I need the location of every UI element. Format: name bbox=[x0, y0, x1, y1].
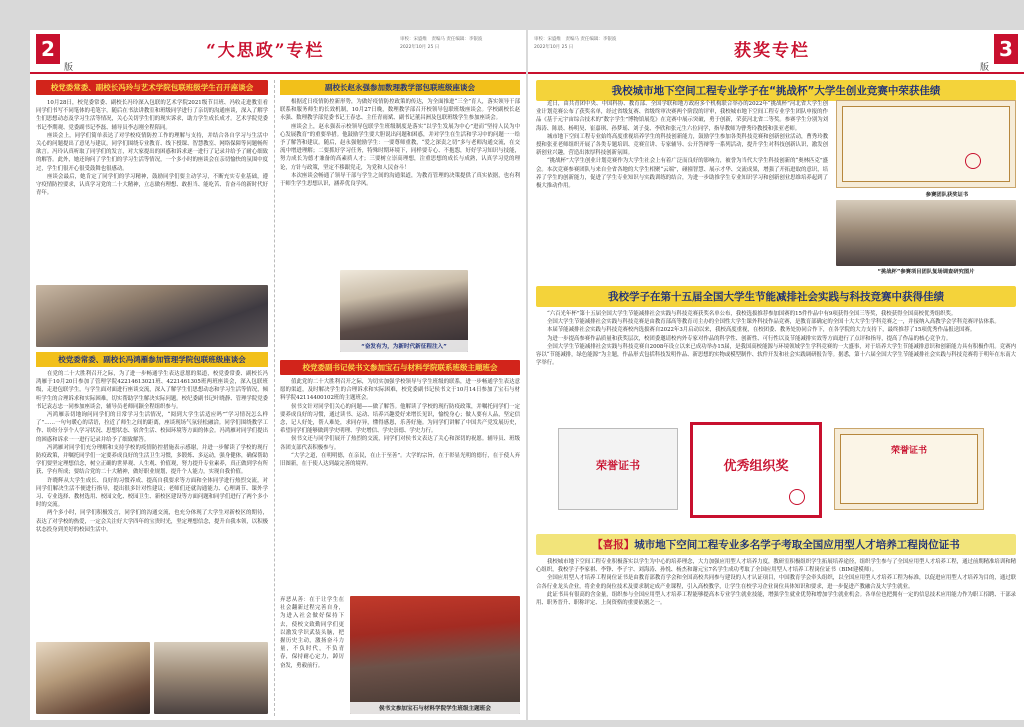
article-r2-paragraph: “六百光年杯”第十五届全国大学生节能减排社会实践与科技竞赛获奖名单公布，我校选拔推荐参加国赛的15件作品中有9项获得全国三等奖，我校获得全国高校优秀组织奖。 bbox=[547, 311, 957, 317]
page-meta bbox=[534, 36, 654, 52]
right-page bbox=[528, 30, 1024, 720]
left-page-header bbox=[30, 30, 526, 74]
photo-calligraphy-class bbox=[36, 285, 268, 347]
photo-forum-caption: “奋发有为，为新时代新征程注入” bbox=[340, 340, 468, 352]
article-r3-heading-text: 城市地下空间工程专业多名学子考取全国应用型人才培养工程岗位证书 bbox=[634, 539, 960, 551]
article-3-paragraph: 两个多小时，同学们积极发言，同学们的沟通交流，也充分体现了大学生对新校区的期待，表达了对学校的热爱，一定会关注好大学四年的宝贵时光，坚定理想信念，提升自我本领，以积极状态投身到美好的校园生活中。 bbox=[36, 510, 268, 533]
article-3-paragraph: 在党的二十大胜利召开之际，为了进一步畅通学生表达意愿的渠道，校党委常委、副校长冯鸿雁于10月20日参加了管理学院42214613021班、4221461305班两班座谈会，深入包联班级，走进包联学生，与学生面对面进行座谈交流，深入了解学生们思想动态和学习生活等情况，倾听学生的合理诉求和实际困难，切实帮助学生解决实际问题。校纪委副书记叶晓静、管理学院党委书记袁志忠一同参加座谈会，辅导员老师同颖全程组织参与。 bbox=[36, 371, 268, 410]
article-4-paragraph: 值此党的二十大胜利召开之际，为切实加强学校领导与学生班级的联系，进一步畅通学生表达意愿的渠道，及时解决学生的合理诉求和实际困难，校党委副书记侯书文于10月14日参加了宝石与材料学院42114400102班的主题班会。 bbox=[280, 379, 520, 402]
article-r1-paragraph: 城市地下空间工程专业始终高度重视培养学生的科技创新能力，鼓励学生参加各类科技竞赛和创新创业活动，曹秀玲教授和张亚老师组织开展了各类专题培训、竞赛宣讲、专家辅导、公开答辩等一系列活动，提升学生对科技创新认识，激发创新创业兴趣，营造出浓厚科技创新氛围。 bbox=[536, 133, 828, 157]
article-r2-paragraph: 本届节能减排社会实践与科技竞赛校内选拔赛自2022年3月启动以来，我校高度重视，在校团委、教务处协同合作下，在各学院的大力支持下，最终推荐了15项优秀作品报送国赛。 bbox=[547, 327, 976, 334]
article-1-heading: 校党委常委、副校长冯玲与艺术学院包联班级学生召开座谈会 bbox=[36, 80, 268, 95]
article-r1-body bbox=[536, 100, 828, 190]
article-2-paragraph: 本次座谈会畅通了领导干部与学生之间的沟通渠道，为教育管理的决策提供了真实依据，也有利于师生学生思想认识，涵养优良学风。 bbox=[280, 172, 520, 188]
article-2 bbox=[280, 80, 520, 188]
article-4 bbox=[280, 360, 520, 592]
article-4-paragraph: “大学之道，在明明德，在亲民，在止于至善”。大学的宗旨，在于彰显光明的德行，在于使人弃旧图新，在于使人达到最完善的境界。 bbox=[280, 452, 520, 468]
page-number: 3 bbox=[994, 34, 1018, 64]
article-1-paragraph: 10月28日，校党委常委、副校长冯玲深入包联的艺术学院2021级节目班、冯收走进教室看同学们书写不同笔体的毛笔字，随后在书法讲教室和班级同学进行了亲切的沟通座谈，深入了解学生们思想动态及学习生活等情况，关心关切学生们的现实诉求，助力学生成长成才。艺术学院党委书记李期观、党委副书记李磊、辅导员李志刚全程陪同。 bbox=[36, 100, 268, 131]
certificate-top-caption: 参赛团队获奖证书 bbox=[925, 192, 969, 198]
award-certificate-top bbox=[836, 100, 1016, 188]
article-1 bbox=[36, 80, 268, 197]
photo-meeting-1 bbox=[36, 642, 150, 714]
article-2-heading: 副校长赵永强参加数理教学部包联班级座谈会 bbox=[280, 80, 520, 95]
article-2-paragraph: 座谈会上，赵永强表示校领导包联学生班级制度是落实“以学生发展为中心”进而“坚持人民为中心发展教育”的重要举措。他鼓励学生要大胆说出问题和困惑，并对学生在生活和学习中的问题一一给予了解答和建议。随后，赵永强勉励学生：一要尊师重教，“爱之深责之切”多与老师沟通交流，在交流中增进理解；二要抓好学习任务，特殊时期环境下，同样要专心、不抱怨，好好学习知识与技能，努力成长为德才兼备的高素质人才；三要树立崇高理想，注重思想的成长与成熟，认真学习党的理论，方针与政策，坚定不移跟党走，为党和人民奋斗！ bbox=[280, 123, 520, 171]
article-3-paragraph: 冯鸿雁对同学们充分理解和支持学校的疫情防控措施表示感谢，并进一步解读了学校的现行防疫政策，并嘱托同学们一定要养成良好的生活卫生习惯，多锻炼、多运动，强身健体，确保帮助学们要坚定理想信念，树立正确的世界观、人生观、价值观，努力提升专业素养，真正做到学有所获、学有所成；要结合党的二十大精神，做好职业规划，提升个人能力，实现自我价值。 bbox=[36, 444, 268, 476]
certificate-mid-right-title: 荣誉证书 bbox=[890, 446, 927, 456]
article-2-paragraph: 根据近日疫情防控新形势，为做好疫情防控政策的传达，为全面推进“三全”育人，落实领导干部联系和服务师生的长效机制，10月27日晚，数理教学部召开校领导包联班级座谈会。学校副校长赵永强、数理教学部党委书记王春忠、主任青雨斌、副书记董昌洲及包联班级学生参加座谈会。 bbox=[280, 99, 520, 122]
article-r3 bbox=[536, 534, 1016, 716]
article-3-paragraph: 冯鸿雁亲切地询问同学们的日常学习生活情况，“阅到大学生活适应吗”“学习情况怎么样了”……一句句暖心的话语，拉近了师生之间的距离，座谈现场气氛轻松融洽。同学们围绕教学工作、纷纷分享个人学习状况、思想状态、宿舍生活、校园环境等方面的体会。冯鸿雁对同学们提出的困惑和诉求一一进行记录并给予了细致解答。 bbox=[36, 412, 268, 443]
article-3 bbox=[36, 352, 268, 602]
article-4-paragraph: 侯书文还与同学们展开了热烈的交流，同学们对侯书文表达了关心和深切的祝愿。辅导员、班级各团支部代表积极参与。 bbox=[280, 436, 520, 451]
certificate-mid-left-title: 荣誉证书 bbox=[596, 459, 640, 472]
photo-class-meeting bbox=[350, 596, 520, 714]
column-divider bbox=[274, 80, 275, 716]
photo-challenge-team bbox=[836, 200, 1016, 266]
right-page-header bbox=[528, 30, 1024, 74]
page-meta bbox=[400, 36, 520, 52]
article-r3-heading bbox=[536, 534, 1016, 555]
article-1-paragraph: 座谈会最后，她肯定了同学们的学习精神，鼓励同学们要主动学习，不断充实专业基础，遵守疫情防控要求，认真学习党的二十大精神，立志做有理想、敢担当、能吃苦、肯奋斗的新时代好青年。 bbox=[36, 173, 268, 197]
meta-date: 2022年10月 25 日 bbox=[400, 45, 440, 50]
article-r1 bbox=[536, 80, 1016, 101]
article-r3-paragraph: 全国应用型人才培养工程岗位证书是由教育部教育学会和全国高校共同参与建设的人才认证项目，中国教育学会牵头组织，以全国应用型人才培养工程为标准，以促进应用型人才培养为目的，通过联合各行业龙头企业，将企业的岗位技术及要求制定成产业课程，引入高校教学，让学生在校学习企业岗位具体知识和要求，进一步促进产教融合及大学生就业。 bbox=[536, 575, 1016, 590]
article-r2 bbox=[536, 286, 1016, 367]
article-r3-paragraph: 此证书具有很高的含金量，组织参与全国应用型人才培养工程能够提高本专业学生就业技能，增强学生就业优势和增加学生就业机会。各单位也把拥有一定的信息技术应用能力作为职工招聘、干部录用、职务晋升、职称评定、上岗资格的重要依据之一。 bbox=[536, 591, 1016, 607]
article-4-paragraph: 侯书文针对同学们关心的问题——做了解答。他解读了学校的现行防疫政策，并嘱托同学们一定要养成良好的习惯，通过读书、运动、培养兴趣爱好来增长见识，愉悦身心；做人要有人品，坚定信念，记人好处，帮人难处，求同存异，懂得感恩，乐善好施。为同学们讲解了中国共产党发展历史，希望同学们能够做到学史明理、学史增信、学史崇德、学史力行。 bbox=[280, 403, 520, 435]
article-r1-paragraph: “挑战杯”大学生创业计划竞赛作为大学生社会上有着广泛而良好的影响力，被誉为当代大学生科技创新的“奥林匹克”盛会。本次竞赛参赛团队与来自全省各地的大学生相聚“云端”，碰撞智慧、展示才华、交流成果，增强了开拓进取的意识，培养了学生的创新能力，促进了学生专业知识与实践训练的结合，为进一步助推学生专业知识学习和创新创业思维培养起到了极大推动作用。 bbox=[536, 158, 828, 190]
article-r3-heading-tag: 【喜报】 bbox=[592, 539, 635, 551]
article-4-side-text: 弃恶从善：在于让学生在社会翻新过程完善自身，为进入社会做好保持下去，使校文致勤同学们更以激发学识武装头脑，把握历史主动，激扬奋斗力量，不负时代，不负青春，保持耐心定力，踔厉奋发，勇毅前行。 bbox=[280, 597, 344, 669]
article-3-paragraph: 许晓辉从大学生成长、良好的习惯养成、提高自我要求等方面和全体同学进行热烈交流，对同学们解决生活不便进行指导，提出很多针对性建议；老师们还就沟通能力、心理调节、课外学习、专业选择、教材选用、校园文化、校园卫生、新校区建设等方面问题和同学们进行了两个多小时的交流。 bbox=[36, 477, 268, 509]
article-1-paragraph: 座谈会上，同学们简单表达了对学校疫情防控工作的理解与支持，并结合各自学习与生活中关心的问题提出了意见与建议，同学们围绕专业教育、线下授课、智慧教室、网络保障等问题畅所欲言。冯玲认真听取了同学们的发言，对大家提出的困惑和诉求逐一进行了记录并给予了耐心细致的解答。此外，她还询问了学生们的学习生活等情况，一个多小时的座谈会在亲切愉快的氛围中度过，学生们很开心很受鼓舞也很感动。 bbox=[36, 132, 268, 172]
page-title: “大思政”专栏 bbox=[206, 41, 325, 61]
certificate-frame bbox=[842, 106, 1010, 182]
article-r1-heading: 我校城市地下空间工程专业学子在“挑战杯”大学生创业竞赛中荣获佳绩 bbox=[536, 80, 1016, 101]
article-r2-paragraph: 为进一步提高参赛作品质量和获奖层次，校团委邀请校内外专家对作品的科学性、创新性、可行性以及节能减排实效等方面进行了点评和指导，提高了作品的核心竞争力。 bbox=[547, 335, 952, 342]
article-r2-heading: 我校学子在第十五届全国大学生节能减排社会实践与科技竞赛中获得佳绩 bbox=[536, 286, 1016, 307]
photo-class-meeting-caption: 侯书文参加宝石与材料学院学生班级主题班会 bbox=[350, 702, 520, 714]
certificate-seal-icon bbox=[965, 153, 981, 169]
certificate-mid-right bbox=[834, 428, 984, 510]
article-4-heading: 校党委副书记侯书文参加宝石与材料学院联系班级主题班会 bbox=[280, 360, 520, 375]
certificate-mid-center bbox=[690, 422, 822, 518]
article-r2-paragraph: 全国大学生节能减排社会实践与科技竞赛是由教育部高等教育司主办的全国性大学生课外科技作品竞赛，是教育部确定的全国十大大学生学科竞赛之一，并接纳入高教学会学科竞赛评估体系。 bbox=[547, 319, 1000, 326]
photo-challenge-caption: “挑战杯”参赛项目团队复场调查研究图片 bbox=[877, 269, 975, 275]
article-r1-paragraph: 近日，由共青团中央、中国科协、教育部、全国学联和地方政府多个机构联合举办的2022年“挑战杯”河北省大学生创业计划竞赛公布了获奖名单，经过省级复赛、省级终审决赛两个阶段的评审，我校城市地下空间工程专业学生团队申报的作品《基于元宇宙综合技术的“数字学生”博物馆展览》在竞赛中展示突破，勇于创新，荣获河北省二等奖。参赛学生分别为刘海涛、陈晨、杨明昊、崔嘉琪、孙梦瑶、刘子曼、李欣和张元生六位同学，指导教师为曹秀玲教授和张亚老师。 bbox=[536, 101, 828, 132]
meta-editors: 审校：宋盛维 责编马 责任编辑：李银波 bbox=[534, 37, 617, 42]
article-3-heading: 校党委常委、副校长冯鸿雁参加管理学院包联班级座谈会 bbox=[36, 352, 268, 367]
certificate-mid-center-title: 优秀组织奖 bbox=[723, 459, 789, 474]
photo-meeting-2 bbox=[154, 642, 268, 714]
page-ban-label: 版 bbox=[980, 63, 990, 73]
page-title: 获奖专栏 bbox=[734, 41, 810, 61]
page-ban-label: 版 bbox=[64, 63, 74, 73]
article-4-side bbox=[280, 596, 344, 670]
photo-forum bbox=[340, 270, 468, 352]
left-page bbox=[30, 30, 526, 720]
certificate-seal-icon bbox=[789, 489, 805, 505]
meta-date: 2022年10月 25 日 bbox=[534, 45, 574, 50]
page-number: 2 bbox=[36, 34, 60, 64]
article-r3-paragraph: 我校城市地下空间工程专业积极落实以学生为中心的培养理念，大力加强应用型人才培养力度，教研室积极组织学生拓展培养途径，组织学生参与了全国应用型人才培养工程，通过前期精准培训和精心组织，我校学子李家祺、李铮、李子宇、刘海涛、孙悦、杨杰和谢元宝7名学生成功考取了全国应用型人才培养工程岗位证书（BIM建模师）。 bbox=[536, 559, 1016, 574]
certificate-mid-left bbox=[558, 428, 678, 510]
article-r2-paragraph: 全国大学生节能减排社会实践与科技竞赛自2008年设立以来已成功举办15届，是我国高校能源与环境领域学生学科竞赛的一大盛事，对于培养大学生节能减排意识和创新能力具有积极作用。竞赛内容以“节能减排，绿色能源”为主题，作品形式包括科技发明作品、新思想的实物或模型制作、软件开发和社会实践调研报告等。据悉，第十六届全国大学生节能减排社会实践与科技竞赛将于明年在东南大学举行。 bbox=[536, 343, 1016, 367]
meta-editors: 审校：宋盛维 责编马 责任编辑：李银波 bbox=[400, 37, 483, 42]
